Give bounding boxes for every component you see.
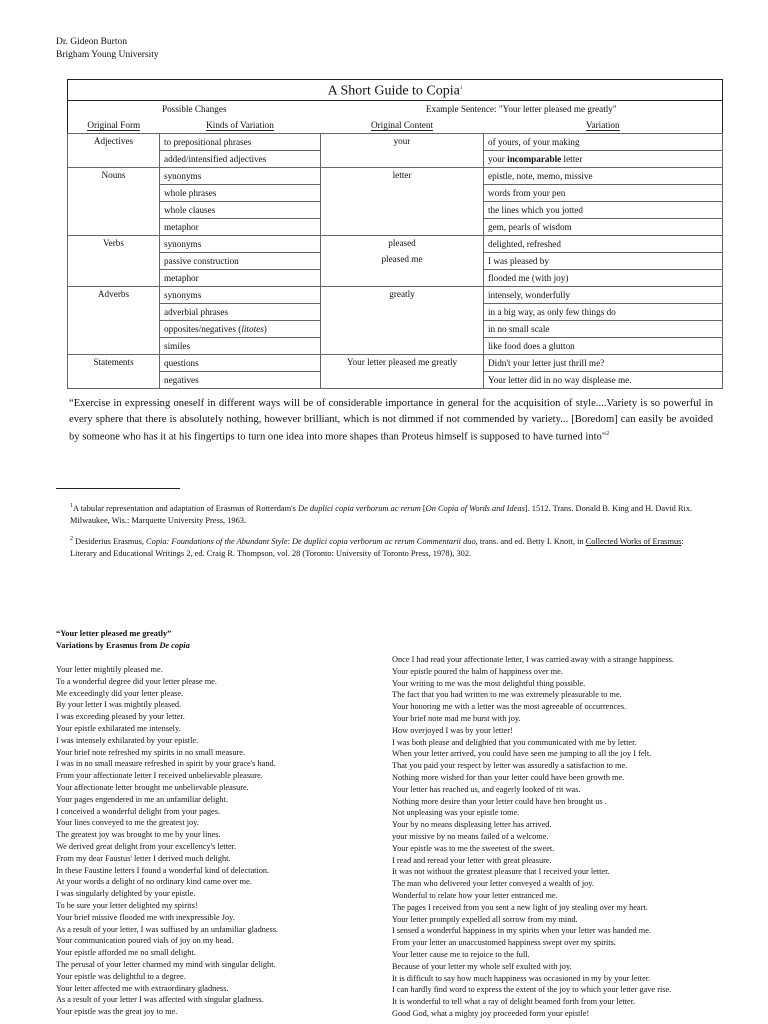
variation-line: As a result of your letter, I was suffused by an unfamiliar gladness. xyxy=(56,924,279,934)
variation-line: Not unpleasing was your epistle tome. xyxy=(392,808,520,818)
kind-of-variation-cell: synonyms xyxy=(160,236,321,253)
variation-cell: flooded me (with joy) xyxy=(484,270,723,287)
variation-line: Your brief missive flooded me with inexpressible Joy. xyxy=(56,912,235,922)
variation-line: Your epistle afforded me no small delight. xyxy=(56,948,196,958)
variations-right-column xyxy=(392,654,674,1020)
variation-cell: of yours, of your making xyxy=(484,134,723,151)
variation-line: It is difficult to say how much happiness was occasioned in my by your letter. xyxy=(392,973,651,983)
variations-heading xyxy=(56,628,190,652)
variation-line: Your honoring me with a letter was the most agreeable of occurrences. xyxy=(392,702,627,712)
kind-of-variation-cell: metaphor xyxy=(160,219,321,236)
kind-of-variation-cell: synonyms xyxy=(160,168,321,185)
variation-line: I sensed a wonderful happiness in my spirits when your letter was handed me. xyxy=(392,926,651,936)
footnote-divider xyxy=(56,488,180,489)
kind-of-variation-cell: whole phrases xyxy=(160,185,321,202)
variation-line: That you paid your respect by letter was assuredly a satisfaction to me. xyxy=(392,761,628,771)
variation-cell: intensely, wonderfully xyxy=(484,287,723,304)
possible-changes-heading: Possible Changes xyxy=(161,103,227,114)
variation-cell: the lines which you jotted xyxy=(484,202,723,219)
variation-line: Wonderful to relate how your letter entranced me. xyxy=(392,890,558,900)
variation-line: Your brief note refreshed my spirits in no small measure. xyxy=(56,747,246,757)
kind-of-variation-cell: adverbial phrases xyxy=(160,304,321,321)
footnote-2: $^2$ Desiderius Erasmus, Copia: Foundations of the Abundant Style: De duplici copia verborum ac rerum Commentarii duo, trans. and ed. Betty I. Knott, in Collected Works of Erasmus: Literary and Educational Writings 2, ed. Craig R. Thompson, vol. 28 (Toronto: University of Toronto Press, 1978), 302. xyxy=(70,536,684,558)
kind-of-variation-cell: added/intensified adjectives xyxy=(160,151,321,168)
variation-line: Your pages engendered in me an unfamiliar delight. xyxy=(56,794,228,804)
table-row xyxy=(68,355,723,372)
variation-line: I was exceeding pleased by your letter. xyxy=(56,712,185,722)
variations-left-column xyxy=(56,664,278,1018)
variation-line: Your letter mightily pleased me. xyxy=(56,665,163,674)
variation-line: Your writing to me was the most delightful thing possible. xyxy=(392,678,586,688)
variation-line: The man who delivered your letter conveyed a wealth of joy. xyxy=(392,879,594,889)
variation-line: Your epistle was the great joy to me. xyxy=(56,1007,178,1017)
header-kinds-of-variation: Kinds of Variation xyxy=(206,119,274,130)
variation-line: Good God, what a mighty joy proceeded form your epistle! xyxy=(392,1008,590,1018)
footnote-1: $^1$A tabular representation and adaptation of Erasmus of Rotterdam's De duplici copia verborum ac rerum [On Copia of Words and Ideas]. 1512. Trans. Donald B. King and H. David Rix. Milwaukee, Wis.: Marquette University Press, 1963. xyxy=(70,503,693,525)
variation-cell: I was pleased by xyxy=(484,253,723,270)
variation-line: your missive by no means failed of a welcome. xyxy=(392,831,549,841)
variation-line: The perusal of your letter charmed my mind with singular delight. xyxy=(56,959,276,969)
author-name: Dr. Gideon Burton xyxy=(56,37,127,47)
table-row xyxy=(68,287,723,304)
kind-of-variation-cell: negatives xyxy=(160,372,321,389)
variation-line: At your words a delight of no ordinary kind came over me. xyxy=(56,877,252,887)
variation-line: I was both please and delighted that you communicated with me by letter. xyxy=(392,737,637,747)
variation-line: Your epistle poured the balm of happiness over me. xyxy=(392,666,563,676)
variation-line: In these Faustine letters I found a wonderful kind of delectation. xyxy=(56,865,270,875)
table-title: A Short Guide to Copia$^1$ xyxy=(68,80,723,101)
variation-line: As a result of your letter I was affected with singular gladness. xyxy=(56,995,264,1005)
header-original-form: Original Form xyxy=(87,119,141,130)
variation-line: Nothing more wished for than your letter could have been growth me. xyxy=(392,772,625,782)
variation-line: Your letter cause me to rejoice to the full. xyxy=(392,949,530,959)
variation-line: Your brief note mad me burst with joy. xyxy=(392,713,521,723)
original-content-cell: your xyxy=(321,134,484,168)
variation-line: It is wonderful to tell what a ray of delight beamed forth from your letter. xyxy=(392,997,636,1007)
variation-cell: in a big way, as only few things do xyxy=(484,304,723,321)
variation-line: Your letter promptly expelled all sorrow from my mind. xyxy=(392,914,578,924)
author-block xyxy=(56,36,159,62)
kind-of-variation-cell: to prepositional phrases xyxy=(160,134,321,151)
variation-cell: delighted, refreshed xyxy=(484,236,723,253)
variation-line: I was intensely exhilarated by your epistle. xyxy=(56,735,199,745)
variation-cell: words from your pen xyxy=(484,185,723,202)
example-sentence-heading: Example Sentence: "Your letter pleased me greatly" xyxy=(425,103,617,114)
variation-cell: like food does a glutton xyxy=(484,338,723,355)
header-variation: Variation xyxy=(585,119,620,130)
original-form-cell: Verbs xyxy=(68,236,160,287)
variation-line: Your letter has reached us, and eagerly looked of rit was. xyxy=(392,784,581,794)
variation-line: From your letter an unaccustomed happiness swept over my spirits. xyxy=(392,938,616,948)
kind-of-variation-cell: metaphor xyxy=(160,270,321,287)
variation-line: Nothing more desire than your letter could have ben brought us . xyxy=(392,796,607,806)
variations-heading-title: “Your letter pleased me greatly” xyxy=(56,629,172,638)
variation-line: I was in no small measure refreshed in spirit by your grace's hand. xyxy=(56,759,276,769)
variation-line: The fact that you had written to me was extremely pleasurable to me. xyxy=(392,690,622,700)
variation-line: Your letter affected me with extraordinary gladness. xyxy=(56,983,229,993)
variation-line: To a wonderful degree did your letter please me. xyxy=(56,676,217,686)
original-content-cell: greatly xyxy=(321,287,484,355)
variation-line: Me exceedingly did your letter please. xyxy=(56,688,184,698)
copia-table xyxy=(67,79,723,389)
original-content-cell: pleased pleased me xyxy=(321,236,484,287)
variation-line: Because of your letter my whole self exulted with joy. xyxy=(392,961,572,971)
variation-line: From my dear Faustus' letter I derived much delight. xyxy=(56,853,231,863)
variation-line: From your affectionate letter I received unbelievable pleasure. xyxy=(56,771,263,781)
original-form-cell: Nouns xyxy=(68,168,160,236)
variation-cell: epistle, note, memo, missive xyxy=(484,168,723,185)
variation-line: Your lines conveyed to me the greatest joy. xyxy=(56,818,199,828)
variation-line: Your epistle was to me the sweetest of the sweet. xyxy=(392,843,555,853)
variation-line: The pages I received from you sent a new light of joy stealing over my heart. xyxy=(392,902,648,912)
variation-cell: gem, pearls of wisdom xyxy=(484,219,723,236)
variation-line: Your by no means displeasing letter has arrived. xyxy=(392,820,552,830)
variation-line: I was singularly delighted by your epistle. xyxy=(56,889,196,899)
variation-line: I can hardly find word to express the extent of the joy to which your letter gave rise. xyxy=(392,985,672,995)
variation-line: Your communication poured vials of joy on my head. xyxy=(56,936,234,946)
variation-cell: Didn't your letter just thrill me? xyxy=(484,355,723,372)
variation-line: Your epistle exhilarated me intensely. xyxy=(56,723,181,733)
erasmus-quote: “Exercise in expressing oneself in different ways will be of considerable importance in general for the acquisition of style....Variety is so powerful in every sphere that there is absolutely nothing, however brilliant, which is not dimmed if not commended by variety... [Boredom] can easily be avoided by someone who has it at his fingertips to turn one idea into more shapes than Proteus himself is supposed to have turned into"$^2$ xyxy=(69,398,713,443)
variation-cell: in no small scale xyxy=(484,321,723,338)
variation-line: To be sure your letter delighted my spirits! xyxy=(56,900,198,910)
variation-line: The greatest joy was brought to me by your lines. xyxy=(56,830,221,840)
kind-of-variation-cell: whole clauses xyxy=(160,202,321,219)
variation-cell: Your letter did in no way displease me. xyxy=(484,372,723,389)
variation-line: We derived great delight from your excellency's letter. xyxy=(56,841,237,851)
table-row xyxy=(68,168,723,185)
header-original-content: Original Content xyxy=(370,119,433,130)
variation-line: Your epistle was delightful to a degree. xyxy=(56,971,186,981)
variation-line: It was not without the greatest pleasure that I received your letter. xyxy=(392,867,610,877)
kind-of-variation-cell: opposites/negatives (litotes) xyxy=(160,321,321,338)
author-university: Brigham Young University xyxy=(56,50,159,60)
original-form-cell: Adjectives xyxy=(68,134,160,168)
kind-of-variation-cell: similes xyxy=(160,338,321,355)
variation-line: I conceived a wonderful delight from your pages. xyxy=(56,806,221,816)
original-form-cell: Statements xyxy=(68,355,160,389)
original-content-cell: letter xyxy=(321,168,484,236)
kind-of-variation-cell: passive construction xyxy=(160,253,321,270)
kind-of-variation-cell: questions xyxy=(160,355,321,372)
table-row xyxy=(68,236,723,253)
variation-line: Once I had read your affectionate letter, I was carried away with a strange happiness. xyxy=(392,655,674,664)
variation-line: By your letter I was mightily pleased. xyxy=(56,700,182,710)
table-row xyxy=(68,134,723,151)
variation-line: Your affectionate letter brought me unbelievable pleasure. xyxy=(56,782,249,792)
variation-line: I read and reread your letter with great pleasure. xyxy=(392,855,552,865)
variations-heading-subtitle: Variations by Erasmus from De copia xyxy=(56,641,190,650)
original-form-cell: Adverbs xyxy=(68,287,160,355)
variation-line: When your letter arrived, you could have seen me jumping to all the joy I felt. xyxy=(392,749,652,759)
variation-cell: your incomparable letter xyxy=(484,151,723,168)
variation-line: How overjoyed I was by your letter! xyxy=(392,725,513,735)
original-content-cell: Your letter pleased me greatly xyxy=(321,355,484,389)
kind-of-variation-cell: synonyms xyxy=(160,287,321,304)
